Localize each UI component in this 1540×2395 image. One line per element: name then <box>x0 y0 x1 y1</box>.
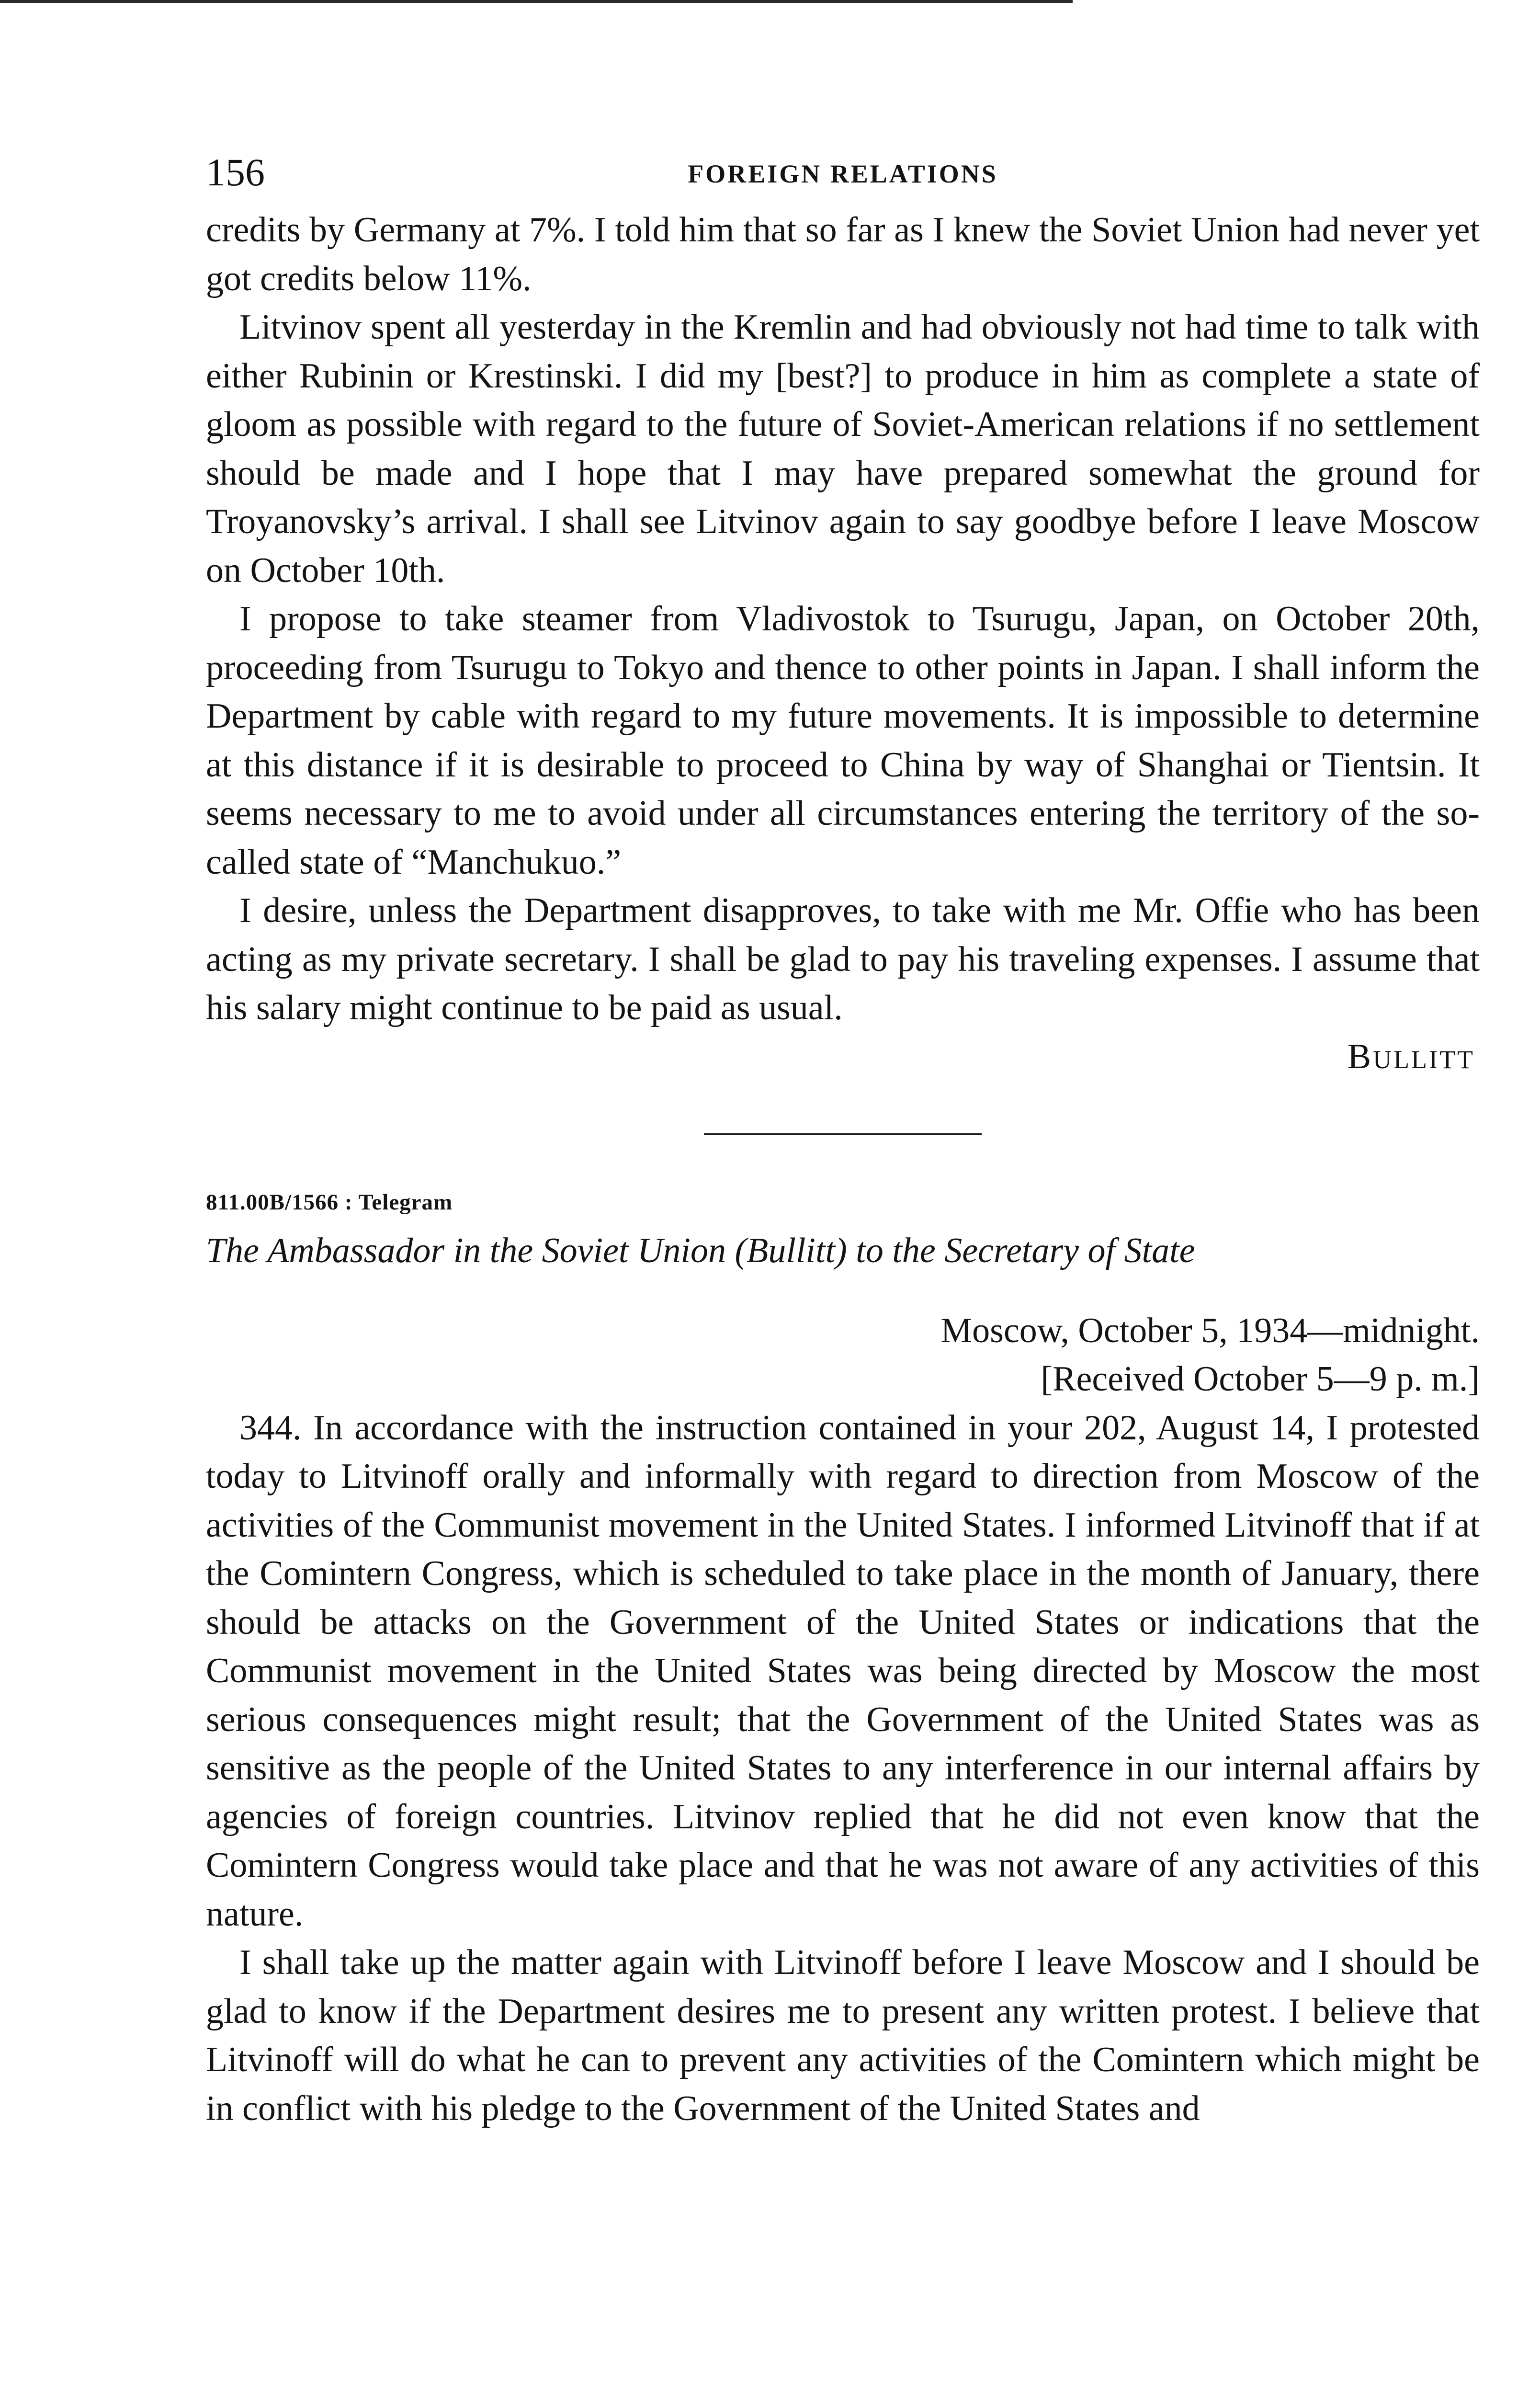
signature-initial: B <box>1347 1037 1373 1076</box>
body-paragraph: I shall take up the matter again with Litvinoff before I leave Moscow and I should be glad to know if the Department desires me to present any written protest. I believe that Litvinoff will do what he can to prevent any activities of the Comintern which might be in conflict with his pledge to the Government of the United States and <box>206 1943 1480 2128</box>
running-header <box>206 148 1480 206</box>
dateline: Moscow, October 5, 1934—midnight. <box>940 1311 1480 1350</box>
document-page <box>206 148 1480 2133</box>
running-title: FOREIGN RELATIONS <box>688 160 998 188</box>
received-line: [Received October 5—9 p. m.] <box>1041 1359 1480 1399</box>
top-edge-rule <box>0 0 1073 3</box>
section-divider <box>704 1133 982 1135</box>
page-number: 156 <box>206 150 265 194</box>
body-paragraph: I desire, unless the Department disapproves, to take with me Mr. Offie who has been acting as my private secretary. I shall be glad to pay his traveling expenses. I assume that his salary might continue to be paid as usual. <box>206 891 1480 1027</box>
body-paragraph-continued: credits by Germany at 7%. I told him that so far as I knew the Soviet Union had never yet got credits below 11%. <box>206 210 1480 298</box>
document-title: The Ambassador in the Soviet Union (Bullitt) to the Secretary of State <box>206 1231 1195 1270</box>
document-reference: 811.00B/1566 : Telegram <box>206 1189 453 1215</box>
body-paragraph: Litvinov spent all yesterday in the Kremlin and had obviously not had time to talk with either Rubinin or Krestinski. I did my [best?] to produce in him as complete a state of gloom as possible with regard to the future of Soviet-American relations if no settlement should be made and I hope that I may have prepared somewhat the ground for Troyanovsky’s arrival. I shall see Litvinov again to say goodbye before I leave Moscow on October 10th. <box>206 308 1480 590</box>
signature-rest: ULLITT <box>1373 1045 1475 1074</box>
signature <box>206 1033 1480 1083</box>
body-paragraph: 344. In accordance with the instruction contained in your 202, August 14, I protested today to Litvinoff orally and informally with regard to direction from Moscow of the activities of the Communist movement in the United States. I informed Litvinoff that if at the Comintern Congress, which is scheduled to take place in the month of January, there should be attacks on the Government of the United States or indications that the Communist movement in the United States was being directed by Moscow the most serious consequences might result; that the Government of the United States was as sensitive as the people of the United States to any interference in our internal affairs by agencies of foreign countries. Litvinov replied that he did not even know that the Comintern Congress would take place and that he was not aware of any activities of this nature. <box>206 1408 1480 1934</box>
body-paragraph: I propose to take steamer from Vladivostok to Tsurugu, Japan, on October 20th, proceeding from Tsurugu to Tokyo and thence to other points in Japan. I shall inform the Department by cable with regard to my future movements. It is impossible to determine at this distance if it is desirable to proceed to China by way of Shanghai or Tientsin. It seems necessary to me to avoid under all circumstances entering the territory of the so-called state of “Manchukuo.” <box>206 599 1480 882</box>
